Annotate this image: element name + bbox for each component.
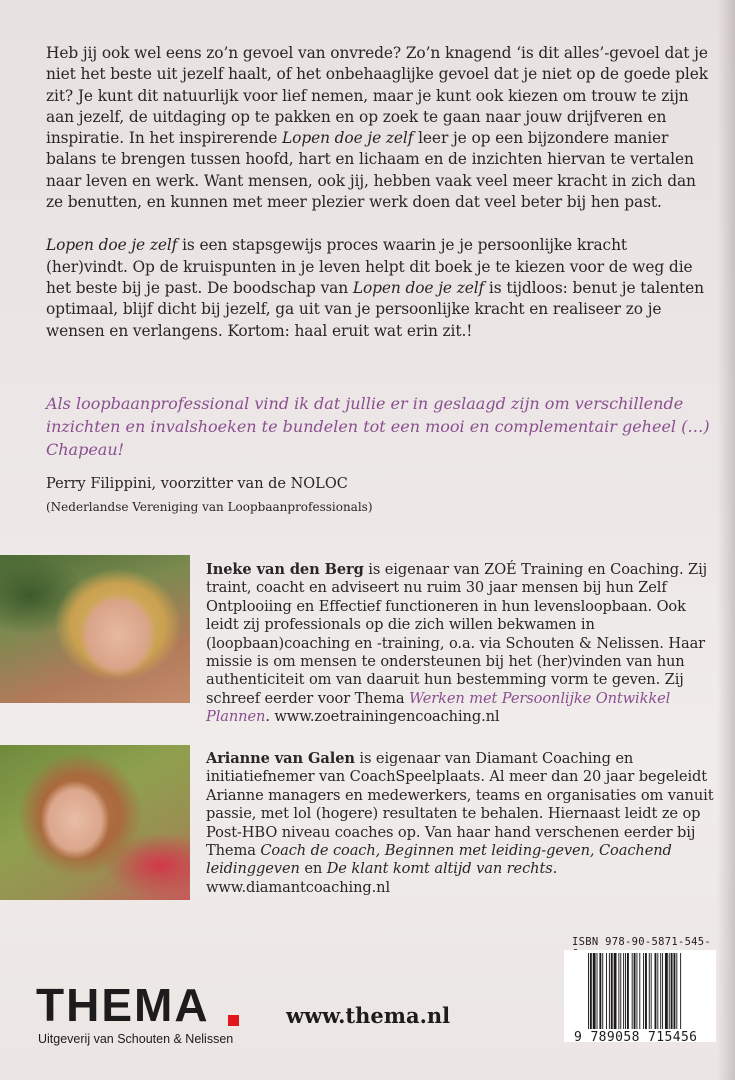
emphasis: Coach de coach, Beginnen met leiding-geven, Coachend leidinggeven bbox=[206, 842, 672, 878]
author-bio-text bbox=[206, 561, 707, 725]
barcode-bar bbox=[634, 953, 636, 1029]
barcode-bar bbox=[625, 953, 626, 1029]
publisher-logo: THEMA bbox=[36, 979, 210, 1031]
emphasis: De klant komt altijd van rechts bbox=[326, 860, 553, 878]
emphasis-purple: Werken met Persoonlijke Ontwikkel Plannen bbox=[206, 689, 671, 726]
text-run: . www.diamantcoaching.nl bbox=[206, 860, 558, 896]
barcode-bar bbox=[611, 953, 613, 1029]
barcode-bar bbox=[602, 953, 603, 1029]
barcode-bar bbox=[651, 953, 652, 1029]
endorsement-quote: Als loopbaanprofessional vind ik dat jullie er in geslaagd zijn om verschillende inzichten en invalshoeken te bundelen tot een mooi en complementair geheel (…) Chapeau! bbox=[46, 394, 710, 459]
text-run: en bbox=[299, 860, 327, 878]
barcode-bar bbox=[674, 953, 676, 1029]
barcode-bar bbox=[618, 953, 619, 1029]
barcode-bar bbox=[665, 953, 668, 1029]
barcode-bar bbox=[620, 953, 621, 1029]
barcode-bar bbox=[609, 953, 610, 1029]
text-run: is eigenaar van ZOÉ Training en Coaching. Zij traint, coacht en adviseert nu ruim 30 jaar mensen bij hun Zelf Ontplooiing en Effectief functioneren in hun levensloopbaan. Ook leidt zij professionals op die zich willen bekwamen in (loopbaan)coaching en -training, o.a. via Schouten & Nelissen. Haar missie is om mensen te ondersteunen bij het (her)vinden van hun authenticiteit om van daaruit hun bestemming vorm te geven. Zij schreef eerder voor Thema bbox=[206, 561, 708, 707]
barcode-bar bbox=[662, 953, 663, 1029]
author-name: Arianne van Galen bbox=[206, 750, 355, 767]
barcode-bar bbox=[676, 953, 677, 1029]
author-photo-arianne bbox=[0, 745, 190, 900]
text-run: Heb jij ook wel eens zo’n gevoel van onvrede? Zo’n knagend ‘is dit alles’-gevoel dat je niet het beste uit jezelf haalt, of het onbehaaglijke gevoel dat je niet op de goede plek zit? Je kunt dit natuurlijk voor lief nemen, maar je kunt ook kiezen om trouw te zijn aan jezelf, de uitdaging op te pakken en op zoek te gaan naar jouw drijfveren en inspiratie. In het inspirerende bbox=[46, 44, 708, 148]
emphasis: Lopen doe je zelf bbox=[46, 236, 178, 255]
barcode-bar bbox=[671, 953, 673, 1029]
emphasis: Lopen doe je zelf bbox=[352, 278, 485, 297]
barcode-bar bbox=[669, 953, 670, 1029]
barcode-bar bbox=[660, 953, 661, 1029]
quote-organization: (Nederlandse Vereniging van Loopbaanprofessionals) bbox=[46, 500, 373, 514]
barcode-bar bbox=[593, 953, 596, 1029]
barcode-bar bbox=[597, 953, 598, 1029]
text-run: is eigenaar van Diamant Coaching en initiatiefnemer van CoachSpeelplaats. Al meer dan 20 jaar begeleidt Arianne managers en medewerkers, teams en organisaties om vanuit passie, met lol (hogere) resultaten te behalen. Hiernaast leidt ze op Post-HBO niveau coaches op. Van haar hand verschenen eerder bij Thema bbox=[206, 750, 714, 860]
isbn-label: ISBN 978-90-5871-545- bbox=[572, 936, 712, 948]
barcode-bar bbox=[599, 953, 601, 1029]
barcode-bar bbox=[590, 953, 592, 1029]
barcode-bar bbox=[606, 953, 607, 1029]
text-run: . www.zoetrainingencoaching.nl bbox=[265, 708, 500, 726]
text-run: is een stapsgewijs proces waarin je je persoonlijke kracht (her)vindt. Op de kruispunten in je leven helpt dit boek je te kiezen voor de weg die het beste bij je past. De boodschap van bbox=[46, 236, 693, 297]
author-bio-text bbox=[206, 750, 713, 896]
author-photo-ineke bbox=[0, 555, 190, 703]
barcode-bar bbox=[636, 953, 637, 1029]
barcode-bar bbox=[623, 953, 624, 1029]
barcode-bar bbox=[680, 953, 681, 1029]
barcode-bar bbox=[614, 953, 617, 1029]
author-bio-ineke bbox=[206, 561, 716, 727]
publisher-subtitle: Uitgeverij van Schouten & Nelissen bbox=[38, 1032, 234, 1046]
barcode-bar bbox=[588, 953, 589, 1029]
barcode-bar bbox=[627, 953, 629, 1029]
barcode-bar bbox=[657, 953, 658, 1029]
intro-paragraph-1 bbox=[46, 43, 711, 213]
emphasis: Lopen doe je zelf bbox=[282, 129, 414, 148]
author-name: Ineke van den Berg bbox=[206, 561, 364, 578]
cover-edge-shadow bbox=[717, 0, 735, 1080]
barcode-bar bbox=[632, 953, 633, 1029]
barcode-bar bbox=[645, 953, 647, 1029]
barcode-bar bbox=[643, 953, 644, 1029]
text-run: is tijdloos: benut je talenten optimaal, blijf dicht bij jezelf, ga uit van je persoonlijke kracht en realiseer zo je wensen en verlangens. Kortom: haal eruit wat erin zit.! bbox=[46, 278, 704, 340]
intro-text bbox=[46, 43, 711, 364]
intro-paragraph-2 bbox=[46, 235, 711, 341]
author-bio-arianne bbox=[206, 750, 716, 897]
barcode-bar bbox=[655, 953, 657, 1029]
barcode-digits: 9 789058 715456 bbox=[574, 1030, 698, 1045]
logo-red-square bbox=[228, 1015, 239, 1026]
barcode-bar bbox=[639, 953, 640, 1029]
text-run: leer je op een bijzondere manier balans te brengen tussen hoofd, hart en lichaam en de inzichten hiervan te vertalen naar leven en werk. Want mensen, ook jij, hebben vaak veel meer kracht in zich dan ze benutten, en kunnen met meer plezier werk doen dat veel beter bij hen past. bbox=[46, 129, 696, 212]
quote-author: Perry Filippini, voorzitter van de NOLOC bbox=[46, 476, 348, 492]
barcode-icon bbox=[588, 953, 710, 1029]
publisher-website: www.thema.nl bbox=[286, 1003, 451, 1028]
barcode-bar bbox=[649, 953, 650, 1029]
